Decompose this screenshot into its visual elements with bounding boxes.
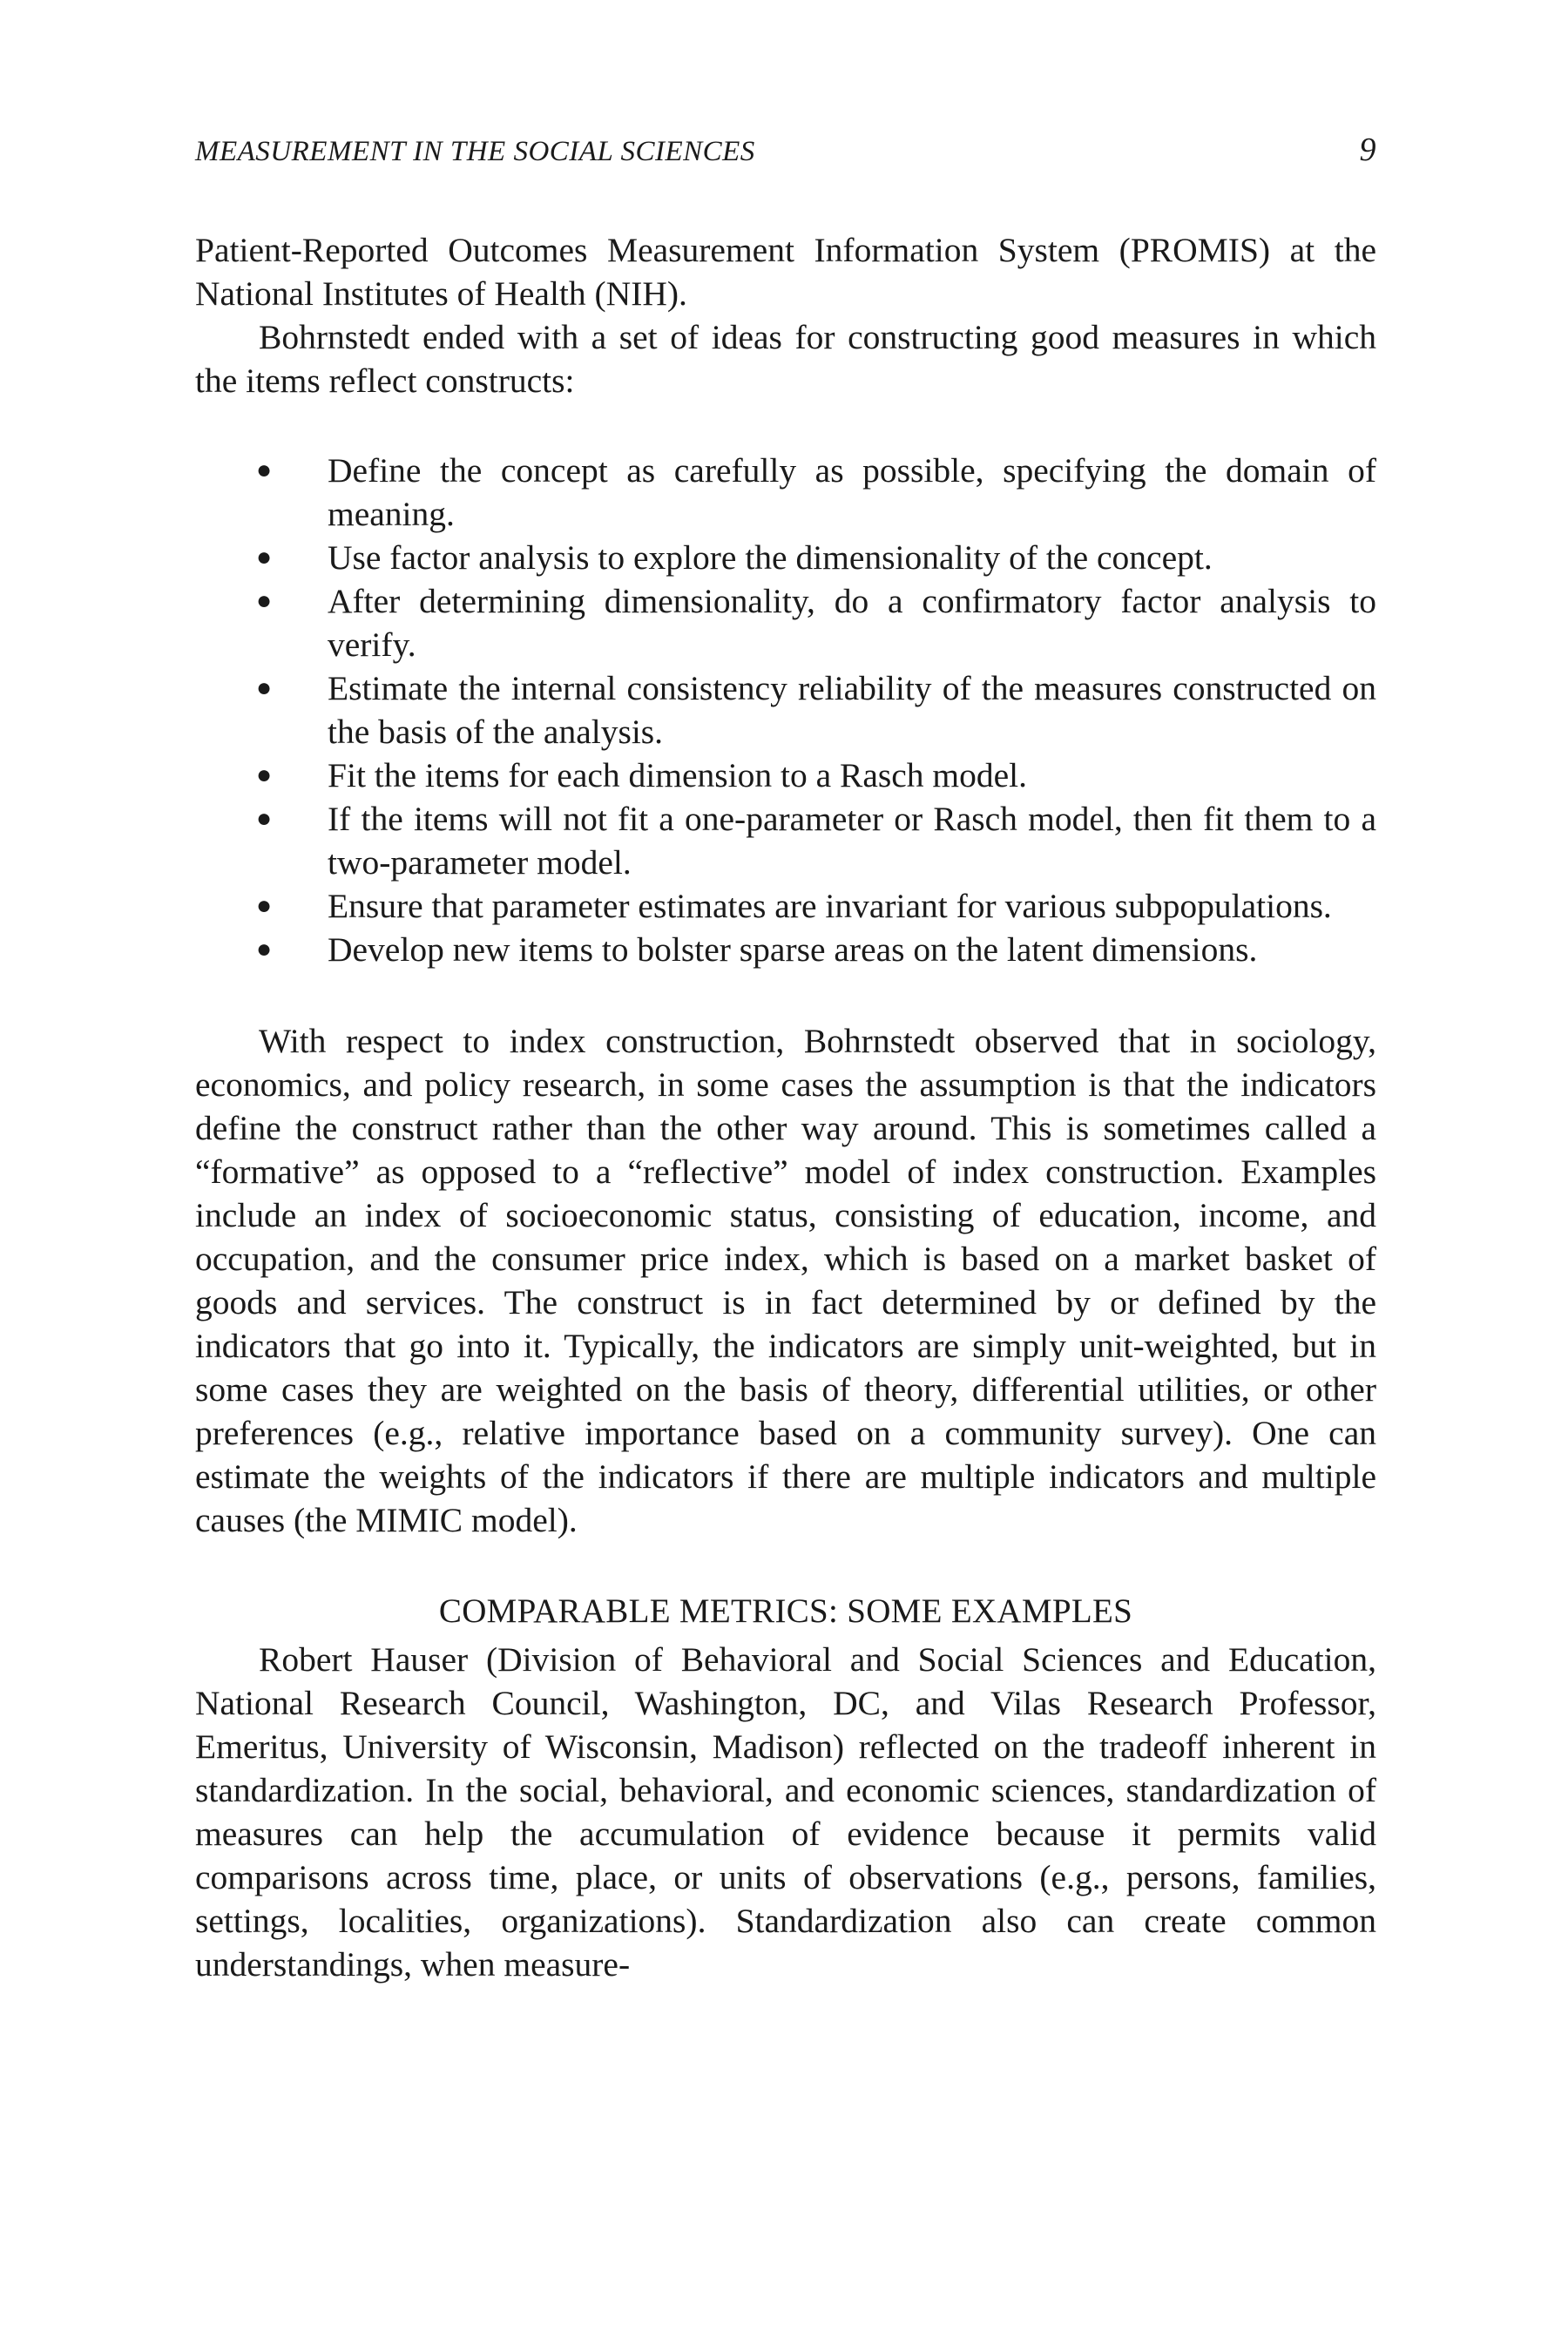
bullet-text: Define the concept as carefully as possible, specifying the domain of meaning. xyxy=(328,451,1376,533)
bullet-icon: ● xyxy=(256,456,273,484)
page-number: 9 xyxy=(1359,132,1376,168)
running-head-title: MEASUREMENT IN THE SOCIAL SCIENCES xyxy=(195,136,755,167)
bullet-text: Estimate the internal consistency reliability of the measures constructed on the basis of the analysis. xyxy=(328,669,1376,751)
bullet-text: Use factor analysis to explore the dimensionality of the concept. xyxy=(328,538,1213,577)
bullet-item xyxy=(195,666,1376,754)
paragraph-intro: Bohrnstedt ended with a set of ideas for constructing good measures in which the items reflect constructs: xyxy=(195,318,1376,400)
bullet-text: Ensure that parameter estimates are invariant for various subpopulations. xyxy=(328,887,1332,925)
bullet-text: Fit the items for each dimension to a Rasch model. xyxy=(328,756,1027,794)
bullet-item xyxy=(195,797,1376,884)
bullet-item xyxy=(195,579,1376,666)
running-head xyxy=(195,131,1376,183)
bullet-text: After determining dimensionality, do a confirmatory factor analysis to verify. xyxy=(328,582,1376,664)
bullet-text: If the items will not fit a one-parameter or Rasch model, then fit them to a two-parameter model. xyxy=(328,800,1376,882)
paragraph-continued: Patient-Reported Outcomes Measurement Information System (PROMIS) at the National Institutes of Health (NIH). xyxy=(195,231,1376,313)
bullet-item xyxy=(195,536,1376,579)
bullet-item xyxy=(195,884,1376,928)
paragraph-hauser: Robert Hauser (Division of Behavioral and Social Sciences and Education, National Research Council, Washington, DC, and Vilas Research Professor, Emeritus, University of Wisconsin, Madison) reflected on the tradeoff inherent in standardization. In the social, behavioral, and economic sciences, standardization of measures can help the accumulation of evidence because it permits valid comparisons across time, place, or units of observations (e.g., persons, families, settings, localities, organizations). Standardization also can create common understandings, when measure- xyxy=(195,1640,1376,1984)
bullet-icon: ● xyxy=(256,935,273,963)
bullet-icon: ● xyxy=(256,804,273,833)
section-heading: COMPARABLE METRICS: SOME EXAMPLES xyxy=(438,1592,1133,1630)
bullet-icon: ● xyxy=(256,891,273,920)
bullet-icon: ● xyxy=(256,673,273,702)
bullet-text: Develop new items to bolster sparse areas on the latent dimensions. xyxy=(328,930,1258,969)
bullet-item xyxy=(195,754,1376,797)
bullet-item xyxy=(195,928,1376,971)
book-page xyxy=(195,131,1376,1986)
bullet-icon: ● xyxy=(256,586,273,615)
paragraph-index-construction: With respect to index construction, Bohrnstedt observed that in sociology, economics, and policy research, in some cases the assumption is that the indicators define the construct rather than the other way around. This is sometimes called a “formative” as opposed to a “reflective” model of index construction. Examples include an index of socioeconomic status, consisting of education, income, and occupation, and the consumer price index, which is based on a market basket of goods and services. The construct is in fact determined by or defined by the indicators that go into it. Typically, the indicators are simply unit-weighted, but in some cases they are weighted on the basis of theory, differential utilities, or other preferences (e.g., relative importance based on a community survey). One can estimate the weights of the indicators if there are multiple indicators and multiple causes (the MIMIC model). xyxy=(195,1022,1376,1539)
bullet-list xyxy=(195,449,1376,971)
bullet-icon: ● xyxy=(256,760,273,789)
bullet-icon: ● xyxy=(256,543,273,571)
bullet-item xyxy=(195,449,1376,536)
